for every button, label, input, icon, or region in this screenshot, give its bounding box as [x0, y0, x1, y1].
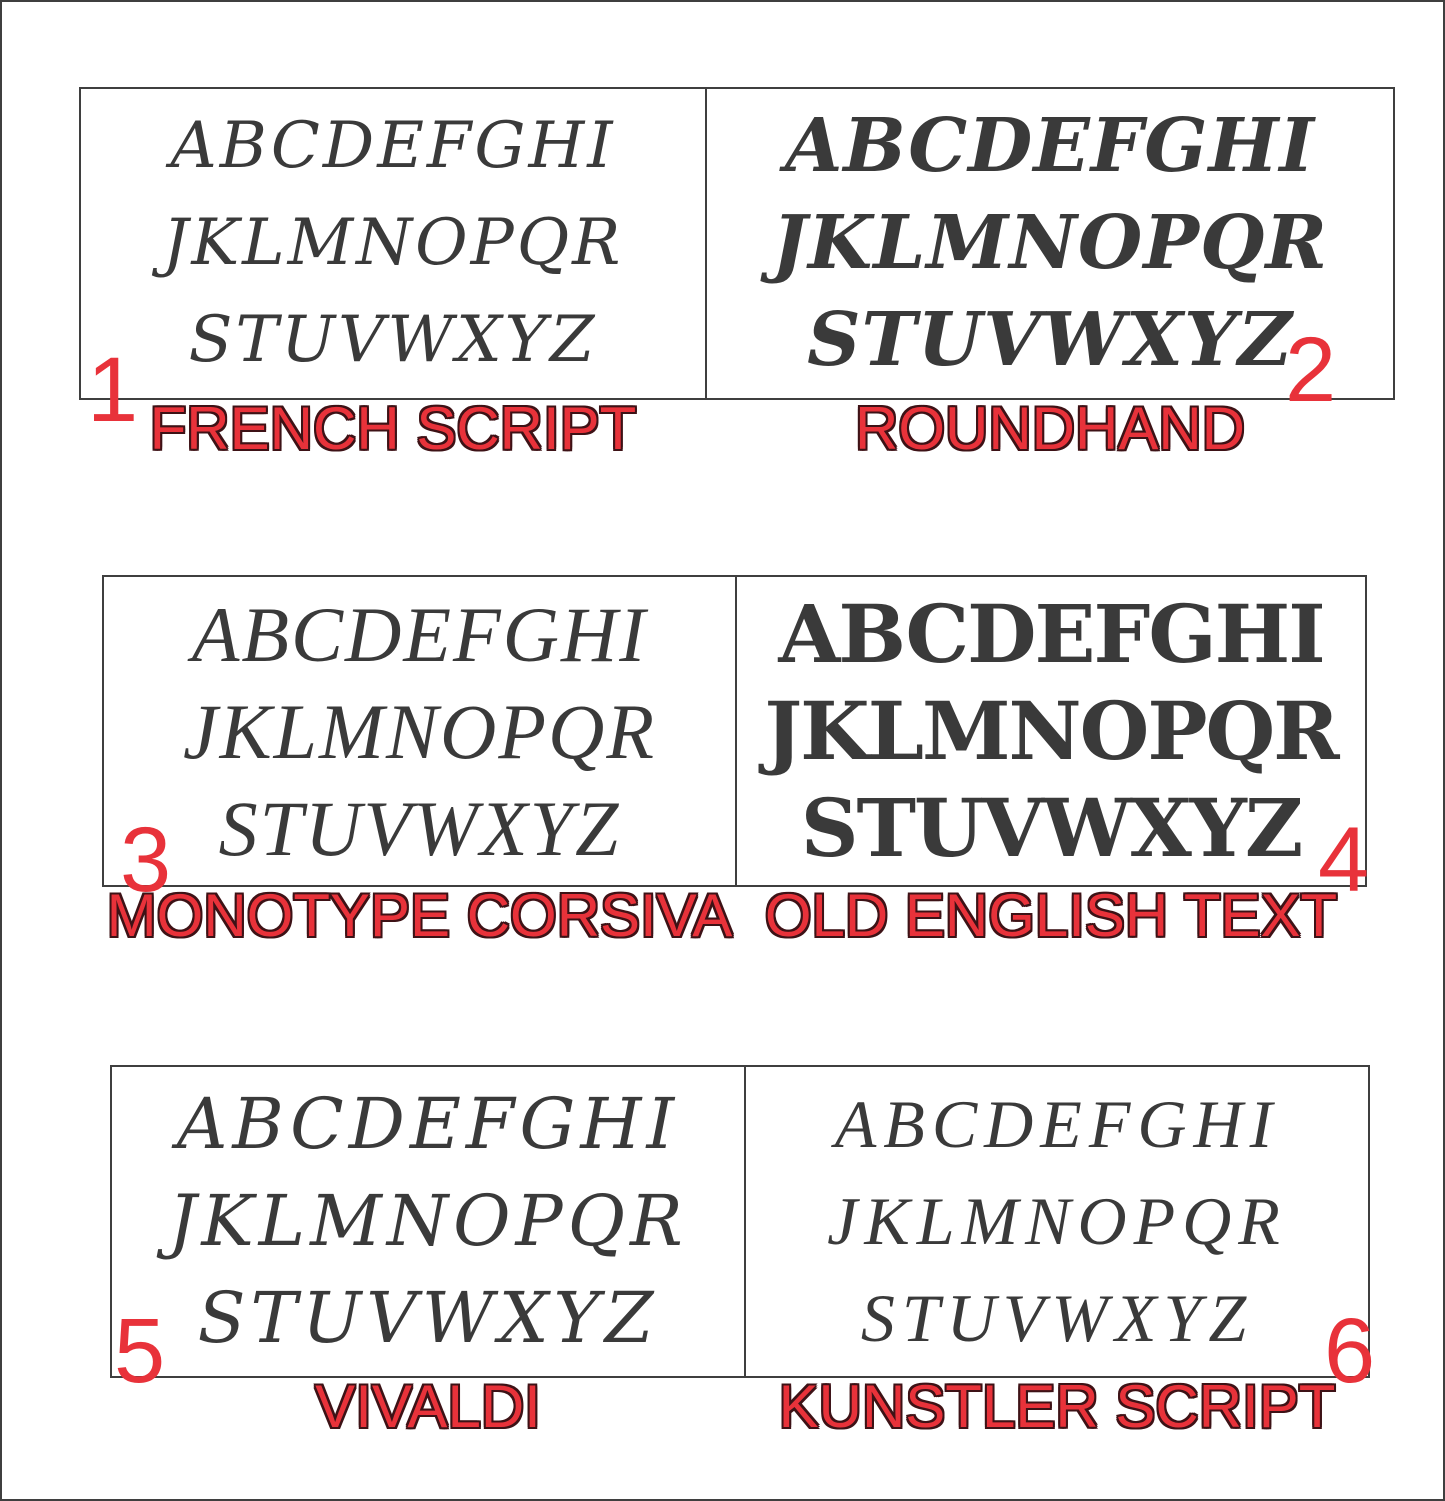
alphabet-row-2: JKLMNOPQR	[827, 1183, 1287, 1259]
sample-number-2: 2	[1285, 319, 1337, 421]
alphabet-row-3: STUVWXYZ	[807, 297, 1293, 383]
alphabet-row-3: STUVWXYZ	[860, 1280, 1254, 1356]
alphabet-row-3: STUVWXYZ	[218, 784, 621, 872]
sample-number-5: 5	[114, 1300, 166, 1402]
font-label-vivaldi: VIVALDI	[315, 1373, 541, 1440]
sample-number-3: 3	[120, 809, 172, 911]
alphabet-row-3: STUVWXYZ	[188, 303, 598, 377]
alphabet-row-2: JKLMNOPQR	[772, 200, 1328, 286]
alphabet-row-1: ABCDEFGHI	[176, 1083, 680, 1165]
sample-number-1: 1	[87, 339, 139, 441]
font-sample-box-vivaldi	[110, 1065, 746, 1378]
sample-number-4: 4	[1318, 809, 1370, 911]
font-label-french-script: FRENCH SCRIPT	[149, 395, 637, 462]
alphabet-row-2: JKLMNOPQR	[168, 1180, 688, 1262]
font-sample-box-old-english-text	[735, 575, 1367, 887]
font-label-old-english-text: OLD ENGLISH TEXT	[764, 882, 1338, 949]
font-label-kunstler-script: KUNSTLER SCRIPT	[778, 1373, 1336, 1440]
alphabet-row-2: JKLMNOPQR	[162, 206, 624, 280]
alphabet-row-1: ABCDEFGHI	[834, 1086, 1280, 1162]
font-sample-box-monotype-corsiva	[102, 575, 737, 887]
alphabet-row-1: ABCDEFGHI	[191, 590, 648, 678]
alphabet-row-2: JKLMNOPQR	[183, 687, 656, 775]
font-sample-box-french-script	[79, 87, 707, 400]
alphabet-row-1: ABCDEFGHI	[170, 109, 616, 183]
sample-number-6: 6	[1324, 1300, 1376, 1402]
alphabet-row-3: STUVWXYZ	[800, 780, 1302, 875]
alphabet-row-2: JKLMNOPQR	[764, 683, 1338, 778]
font-label-roundhand: ROUNDHAND	[855, 395, 1245, 462]
alphabet-row-3: STUVWXYZ	[197, 1277, 659, 1359]
alphabet-row-1: ABCDEFGHI	[784, 103, 1316, 189]
font-label-monotype-corsiva: MONOTYPE CORSIVA	[106, 882, 733, 949]
alphabet-row-1: ABCDEFGHI	[778, 586, 1324, 681]
font-sample-box-kunstler-script	[744, 1065, 1370, 1378]
